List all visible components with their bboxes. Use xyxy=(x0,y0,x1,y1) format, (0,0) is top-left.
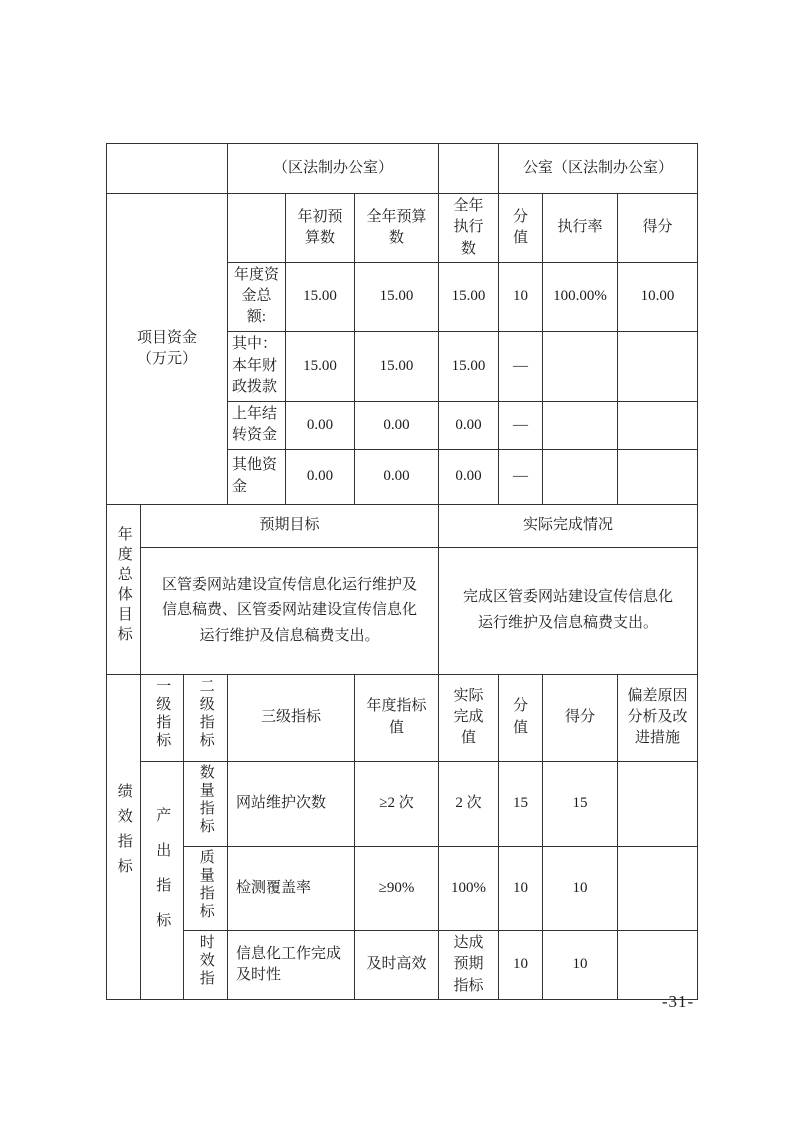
budget-cell: 15.00 xyxy=(355,331,439,401)
budget-cell: 10.00 xyxy=(618,262,698,331)
budget-cell: — xyxy=(499,331,543,401)
goals-section-table xyxy=(106,504,698,675)
perf-cell xyxy=(618,761,698,846)
perf-header-level3: 三级指标 xyxy=(228,674,355,761)
perf-header-level1: 一级指标 xyxy=(141,674,184,761)
perf-cell: 2 次 xyxy=(439,761,499,846)
budget-col-header-execrate: 执行率 xyxy=(543,194,618,263)
perf-level3-cell: 网站维护次数 xyxy=(228,761,355,846)
goals-expected-header: 预期目标 xyxy=(141,504,439,547)
budget-row-label: 其中：本年财政拨款 xyxy=(228,331,286,401)
perf-cell: 10 xyxy=(499,931,543,1000)
page-number: -31- xyxy=(661,992,695,1011)
perf-cell xyxy=(618,931,698,1000)
budget-cell xyxy=(543,449,618,504)
performance-section-label-text: 绩效指标 xyxy=(115,783,132,884)
budget-cell xyxy=(543,331,618,401)
budget-cell: 0.00 xyxy=(439,449,499,504)
goals-section-label xyxy=(107,504,141,674)
budget-cell xyxy=(618,331,698,401)
budget-cell: 15.00 xyxy=(439,262,499,331)
perf-header-score: 得分 xyxy=(543,674,618,761)
budget-cell: 0.00 xyxy=(286,449,355,504)
perf-level2-cell: 数量指标 xyxy=(184,761,228,846)
budget-cell: 15.00 xyxy=(286,331,355,401)
perf-cell: 及时高效 xyxy=(355,931,439,1000)
perf-cell: 10 xyxy=(499,846,543,930)
budget-col-header-executed: 全年执行数 xyxy=(439,194,499,263)
budget-cell: 15.00 xyxy=(286,262,355,331)
budget-cell: 0.00 xyxy=(355,449,439,504)
perf-header-deviation: 偏差原因分析及改进措施 xyxy=(618,674,698,761)
budget-cell: 0.00 xyxy=(439,401,499,449)
budget-cell: — xyxy=(499,401,543,449)
budget-cell: 15.00 xyxy=(355,262,439,331)
budget-header-left: （区法制办公室） xyxy=(228,144,439,194)
perf-cell: 100% xyxy=(439,846,499,930)
budget-row-label: 上年结转资金 xyxy=(228,401,286,449)
perf-level3-cell: 检测覆盖率 xyxy=(228,846,355,930)
perf-header-actual-value: 实际完成值 xyxy=(439,674,499,761)
perf-cell: ≥90% xyxy=(355,846,439,930)
budget-row-group-label: 项目资金（万元） xyxy=(107,194,228,505)
budget-section-table xyxy=(106,143,698,505)
budget-cell xyxy=(618,449,698,504)
perf-cell: 15 xyxy=(499,761,543,846)
perf-level1-group: 产出指标 xyxy=(141,761,184,999)
budget-cell: 0.00 xyxy=(286,401,355,449)
budget-header-right: 公室（区法制办公室） xyxy=(499,144,698,194)
goals-actual-header: 实际完成情况 xyxy=(439,504,698,547)
goals-actual-text: 完成区管委网站建设宣传信息化运行维护及信息稿费支出。 xyxy=(439,547,698,674)
perf-level2-cell: 质量指标 xyxy=(184,846,228,930)
budget-cell: 100.00% xyxy=(543,262,618,331)
perf-cell: 10 xyxy=(543,931,618,1000)
performance-section-table xyxy=(106,674,698,1000)
budget-cell: 0.00 xyxy=(355,401,439,449)
goals-section-label-text: 年度总体目标 xyxy=(115,525,132,646)
budget-cell xyxy=(543,401,618,449)
perf-level2-cell: 时效指 xyxy=(184,931,228,1000)
goals-expected-text: 区管委网站建设宣传信息化运行维护及信息稿费、区管委网站建设宣传信息化运行维护及信息稿费支出。 xyxy=(141,547,439,674)
perf-cell: 10 xyxy=(543,846,618,930)
budget-col-header-score: 得分 xyxy=(618,194,698,263)
budget-col-header-fullyear: 全年预算数 xyxy=(355,194,439,263)
perf-cell: 达成预期指标 xyxy=(439,931,499,1000)
perf-header-annual-target: 年度指标值 xyxy=(355,674,439,761)
perf-header-level2: 二级指标 xyxy=(184,674,228,761)
empty-cell xyxy=(439,144,499,194)
budget-col-header-points: 分值 xyxy=(499,194,543,263)
perf-cell: ≥2 次 xyxy=(355,761,439,846)
budget-cell: 15.00 xyxy=(439,331,499,401)
budget-col-header-initial: 年初预算数 xyxy=(286,194,355,263)
perf-cell xyxy=(618,846,698,930)
budget-row-label: 年度资金总额: xyxy=(228,262,286,331)
budget-cell: — xyxy=(499,449,543,504)
empty-cell xyxy=(228,194,286,263)
perf-level3-cell: 信息化工作完成及时性 xyxy=(228,931,355,1000)
budget-row-label: 其他资金 xyxy=(228,449,286,504)
performance-section-label xyxy=(107,674,141,999)
empty-cell xyxy=(107,144,228,194)
perf-cell: 15 xyxy=(543,761,618,846)
perf-header-points: 分值 xyxy=(499,674,543,761)
budget-cell: 10 xyxy=(499,262,543,331)
budget-cell xyxy=(618,401,698,449)
